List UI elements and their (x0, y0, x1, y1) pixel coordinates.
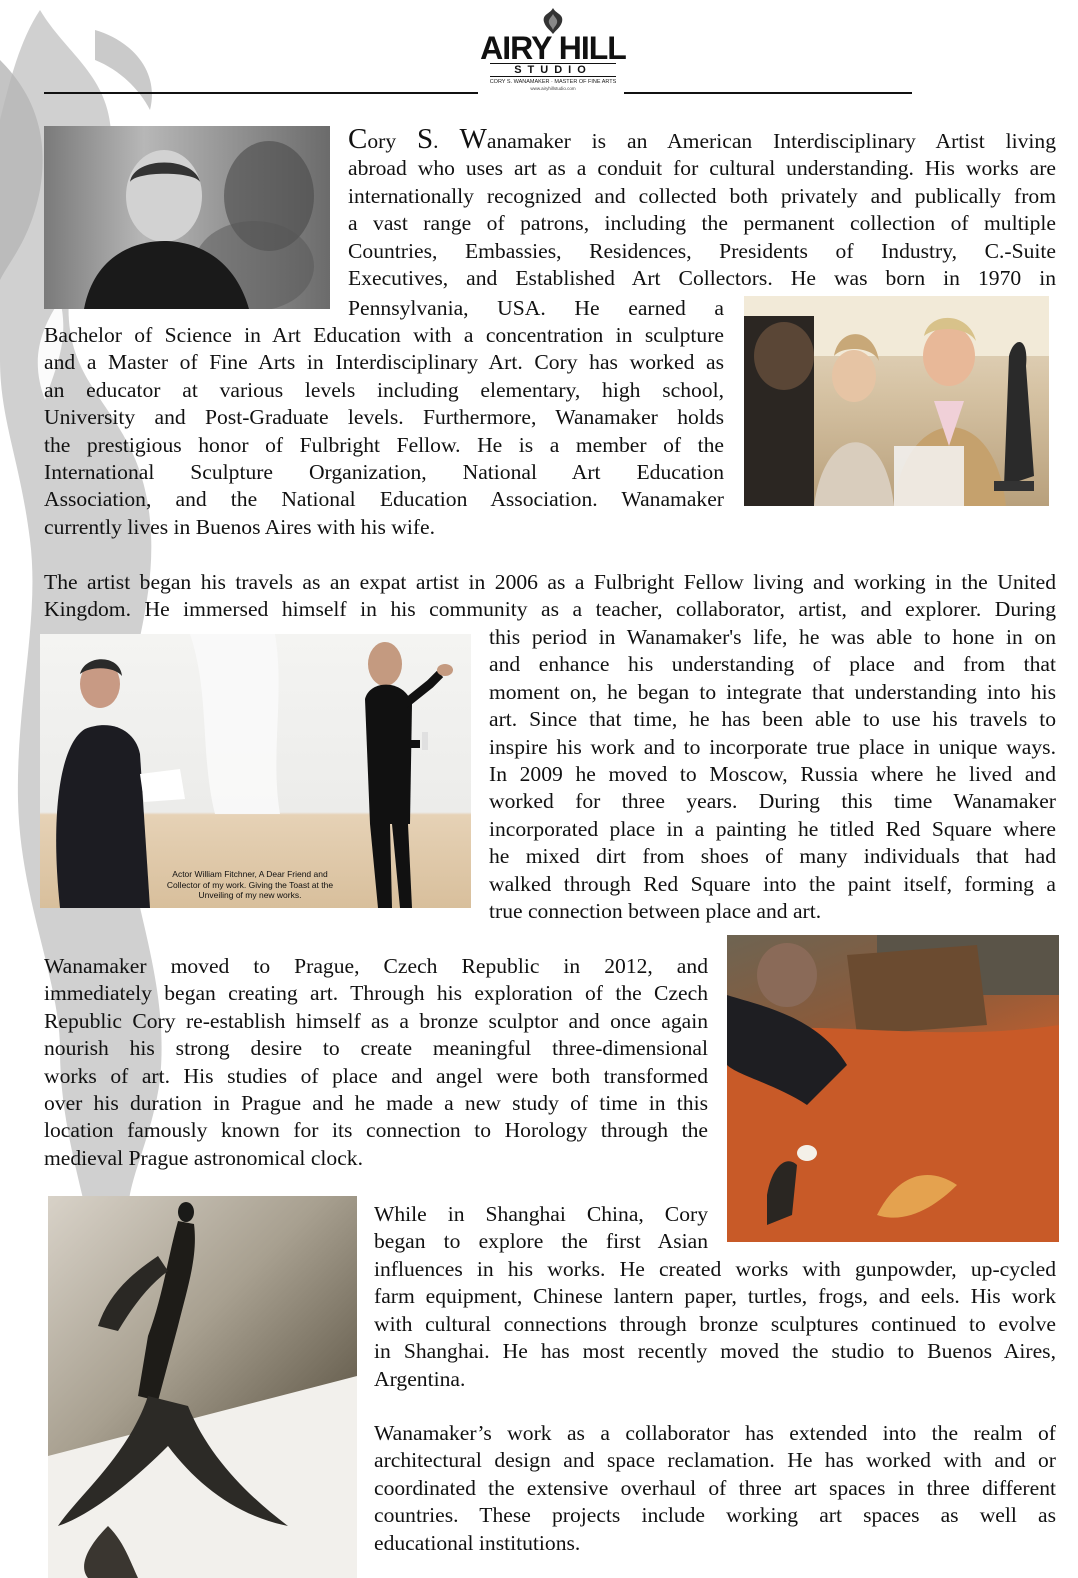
p3-line-5: works of art. His studies of place and angel were both transformed (44, 1063, 708, 1088)
p3-line-4: nourish his strong desire to create meaningful three-dimensional (44, 1036, 708, 1061)
bio-paragraph-1-cont-a (348, 295, 724, 322)
p1-line-5: Countries, Embassies, Residences, Presidents of Industry, C.-Suite (348, 238, 1056, 263)
p1-line-2: abroad who uses art as a conduit for cultural understanding. His works are (348, 156, 1056, 181)
bio-paragraph-1-cont-b (44, 322, 724, 541)
caption-line-1: Actor William Fitchner, A Dear Friend and (172, 869, 328, 879)
portrait-photo (44, 126, 330, 309)
p1-line-12: the prestigious honor of Fulbright Fellow. He is a member of the (44, 432, 724, 457)
p4-line-1: While in Shanghai China, Cory (374, 1202, 708, 1226)
p3-line-3: Republic Cory re-establish himself as a bronze sculptor and once again (44, 1008, 708, 1033)
p1-line-4: a vast range of patrons, including the permanent collection of multiple (348, 211, 1056, 236)
logo-subtitle: STUDIO (490, 63, 616, 77)
bio-paragraph-4-head (374, 1201, 708, 1256)
p1-line-13: International Sculpture Organization, National Art Education (44, 460, 724, 485)
p1-line-9: and a Master of Fine Arts in Interdisciplinary Art. Cory has worked as (44, 350, 724, 375)
sculpture-photo (48, 1196, 357, 1578)
toast-photo (40, 634, 471, 908)
p5-line-3: coordinated the extensive overhaul of three art spaces in three different (374, 1475, 1056, 1500)
p2-line-7: inspire his work and to incorporate true place in unique ways. (489, 734, 1056, 759)
bio-paragraph-3 (44, 953, 708, 1172)
p4-line-3: influences in his works. He created works with gunpowder, up-cycled (374, 1257, 1056, 1281)
p2-line-1: The artist began his travels as an expat artist in 2006 as a Fulbright Fellow living and working in the United (44, 570, 1056, 594)
header-rule-left (44, 92, 478, 94)
p1-line-3: internationally recognized and collected both privately and publically from (348, 183, 1056, 208)
studio-logo (478, 8, 628, 90)
p4-line-2: began to explore the first Asian (374, 1229, 708, 1254)
logo-tagline: CORY S. WANAMAKER · MASTER OF FINE ARTS (489, 79, 617, 85)
p2-line-3: this period in Wanamaker's life, he was able to hone in on (489, 625, 1056, 649)
p2-line-9: worked for three years. During this time Wanamaker (489, 789, 1056, 814)
bio-paragraph-4 (374, 1256, 1056, 1393)
header-rule-right (624, 92, 912, 94)
caption-line-2: Collector of my work. Giving the Toast at the (166, 879, 334, 890)
p4-line-7: Argentina. (374, 1366, 466, 1391)
reception-photo (744, 296, 1049, 506)
p3-line-6: over his duration in Prague and he made a new study of time in this (44, 1091, 708, 1116)
p2-line-12: walked through Red Square into the paint itself, forming a (489, 871, 1056, 896)
p4-line-5: with cultural connections through bronze sculptures continued to evolve (374, 1311, 1056, 1336)
p5-line-4: countries. These projects include working art spaces as well as (374, 1503, 1056, 1528)
p1-line-1: Cory S. Wanamaker is an American Interdisciplinary Artist living (348, 123, 1056, 155)
p3-line-7: location famously known for its connection to Horology through the (44, 1118, 708, 1143)
p3-line-1: Wanamaker moved to Prague, Czech Republic in 2012, and (44, 954, 708, 978)
logo-url: www.airyhillstudio.com (530, 86, 576, 91)
logo-title: AIRY HILL (480, 30, 626, 66)
p2-line-13: true connection between place and art. (489, 899, 822, 924)
foundry-photo (727, 935, 1059, 1242)
toast-photo-caption (145, 869, 355, 901)
p5-line-2: architectural design and space reclamation. He has worked with and or (374, 1448, 1056, 1473)
p5-line-1: Wanamaker’s work as a collaborator has extended into the realm of (374, 1421, 1056, 1445)
p2-line-6: art. Since that time, he has been able to use his travels to (489, 707, 1056, 732)
p4-line-6: in Shanghai. He has most recently moved the studio to Buenos Aires, (374, 1339, 1056, 1364)
p1-line-6: Executives, and Established Art Collectors. He was born in 1970 in (348, 266, 1056, 291)
p2-line-10: incorporated place in a painting he titled Red Square where (489, 816, 1056, 841)
p2-line-4: and enhance his understanding of place and from that (489, 652, 1056, 677)
bio-paragraph-1 (348, 123, 1056, 292)
bio-paragraph-2 (489, 624, 1056, 925)
p2-line-8: In 2009 he moved to Moscow, Russia where he lived and (489, 762, 1056, 787)
p1-line-15: currently lives in Buenos Aires with his wife. (44, 514, 436, 539)
caption-line-3: Unveiling of my new works. (198, 890, 302, 900)
p1-line-11: University and Post-Graduate levels. Furthermore, Wanamaker holds (44, 405, 724, 430)
p3-line-2: immediately began creating art. Through his exploration of the Czech (44, 981, 708, 1006)
p3-line-8: medieval Prague astronomical clock. (44, 1145, 363, 1170)
p1-line-10: an educator at various levels including elementary, high school, (44, 377, 724, 402)
p5-line-5: educational institutions. (374, 1530, 581, 1555)
p1-line-14: Association, and the National Education Association. Wanamaker (44, 487, 724, 512)
p1-line-8: Bachelor of Science in Art Education with a concentration in sculpture (44, 323, 724, 347)
p2-line-11: he mixed dirt from shoes of many individuals that had (489, 844, 1056, 869)
bio-paragraph-5 (374, 1420, 1056, 1557)
bio-paragraph-2-intro (44, 569, 1056, 624)
p4-line-4: farm equipment, Chinese lantern paper, turtles, frogs, and eels. His work (374, 1284, 1056, 1309)
p2-line-2: Kingdom. He immersed himself in his community as a teacher, collaborator, artist, and explorer. During (44, 597, 1056, 622)
p2-line-5: moment on, he began to integrate that understanding into his (489, 679, 1056, 704)
p1-line-7: Pennsylvania, USA. He earned a (348, 296, 724, 320)
